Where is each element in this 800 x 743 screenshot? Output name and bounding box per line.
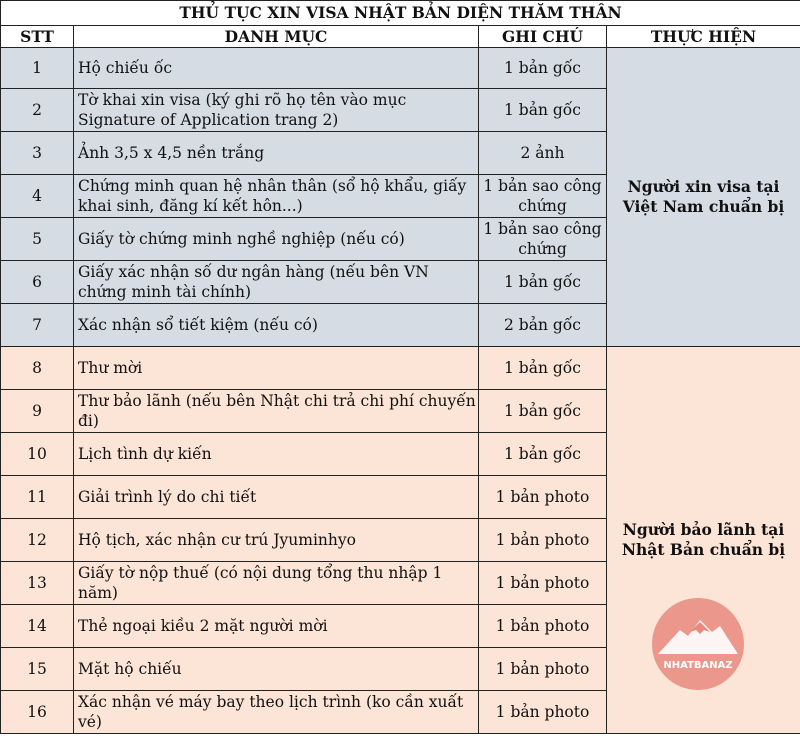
- row-stt: 2: [1, 89, 74, 132]
- row-item: Chứng minh quan hệ nhân thân (sổ hộ khẩu, giấy khai sinh, đăng kí kết hôn...): [74, 175, 479, 218]
- row-stt: 8: [1, 347, 74, 390]
- row-item: Thư mời: [74, 347, 479, 390]
- row-item: Xác nhận sổ tiết kiệm (nếu có): [74, 304, 479, 347]
- row-note: 1 bản gốc: [479, 261, 607, 304]
- row-stt: 13: [1, 562, 74, 605]
- row-item: Giải trình lý do chi tiết: [74, 476, 479, 519]
- row-stt: 15: [1, 648, 74, 691]
- row-stt: 9: [1, 390, 74, 433]
- row-item: Xác nhận vé máy bay theo lịch trình (ko cần xuất vé): [74, 691, 479, 734]
- nhatbanaz-logo-icon: [650, 596, 746, 692]
- row-item: Giấy xác nhận số dư ngân hàng (nếu bên VN chứng minh tài chính): [74, 261, 479, 304]
- row-item: Hộ tịch, xác nhận cư trú Jyuminhyo: [74, 519, 479, 562]
- row-note: 1 bản gốc: [479, 89, 607, 132]
- row-item: Ảnh 3,5 x 4,5 nền trắng: [74, 132, 479, 175]
- row-note: 1 bản gốc: [479, 390, 607, 433]
- row-stt: 4: [1, 175, 74, 218]
- row-note: 1 bản gốc: [479, 433, 607, 476]
- row-note: 1 bản sao công chứng: [479, 175, 607, 218]
- row-note: 1 bản photo: [479, 562, 607, 605]
- row-stt: 14: [1, 605, 74, 648]
- row-item: Thẻ ngoại kiều 2 mặt người mời: [74, 605, 479, 648]
- row-stt: 11: [1, 476, 74, 519]
- row-item: Mặt hộ chiếu: [74, 648, 479, 691]
- row-item: Tờ khai xin visa (ký ghi rõ họ tên vào mục Signature of Application trang 2): [74, 89, 479, 132]
- row-note: 1 bản gốc: [479, 347, 607, 390]
- table-title: THỦ TỤC XIN VISA NHẬT BẢN DIỆN THĂM THÂN: [1, 1, 800, 26]
- row-note: 1 bản sao công chứng: [479, 218, 607, 261]
- header-do: THỰC HIỆN: [607, 26, 800, 48]
- row-note: 2 ảnh: [479, 132, 607, 175]
- row-item: Thư bảo lãnh (nếu bên Nhật chi trả chi phí chuyến đi): [74, 390, 479, 433]
- row-stt: 12: [1, 519, 74, 562]
- row-note: 1 bản gốc: [479, 48, 607, 89]
- row-stt: 1: [1, 48, 74, 89]
- table-row: [1, 48, 800, 89]
- responsible-party: Người xin visa tại Việt Nam chuẩn bị: [607, 48, 800, 347]
- header-stt: STT: [1, 26, 74, 48]
- row-stt: 7: [1, 304, 74, 347]
- row-stt: 3: [1, 132, 74, 175]
- header-note: GHI CHÚ: [479, 26, 607, 48]
- row-stt: 5: [1, 218, 74, 261]
- table-row: [1, 347, 800, 390]
- row-item: Hộ chiếu ốc: [74, 48, 479, 89]
- header-item: DANH MỤC: [74, 26, 479, 48]
- watermark-text: NHATBANAZ: [663, 660, 733, 671]
- row-item: Giấy tờ nộp thuế (có nội dung tổng thu nhập 1 năm): [74, 562, 479, 605]
- row-note: 1 bản photo: [479, 691, 607, 734]
- row-stt: 10: [1, 433, 74, 476]
- row-note: 1 bản photo: [479, 605, 607, 648]
- row-note: 2 bản gốc: [479, 304, 607, 347]
- row-note: 1 bản photo: [479, 476, 607, 519]
- row-item: Giấy tờ chứng minh nghề nghiệp (nếu có): [74, 218, 479, 261]
- row-stt: 16: [1, 691, 74, 734]
- row-note: 1 bản photo: [479, 648, 607, 691]
- row-item: Lịch tình dự kiến: [74, 433, 479, 476]
- row-note: 1 bản photo: [479, 519, 607, 562]
- responsible-party: Người bảo lãnh tại Nhật Bản chuẩn bị: [607, 347, 800, 734]
- row-stt: 6: [1, 261, 74, 304]
